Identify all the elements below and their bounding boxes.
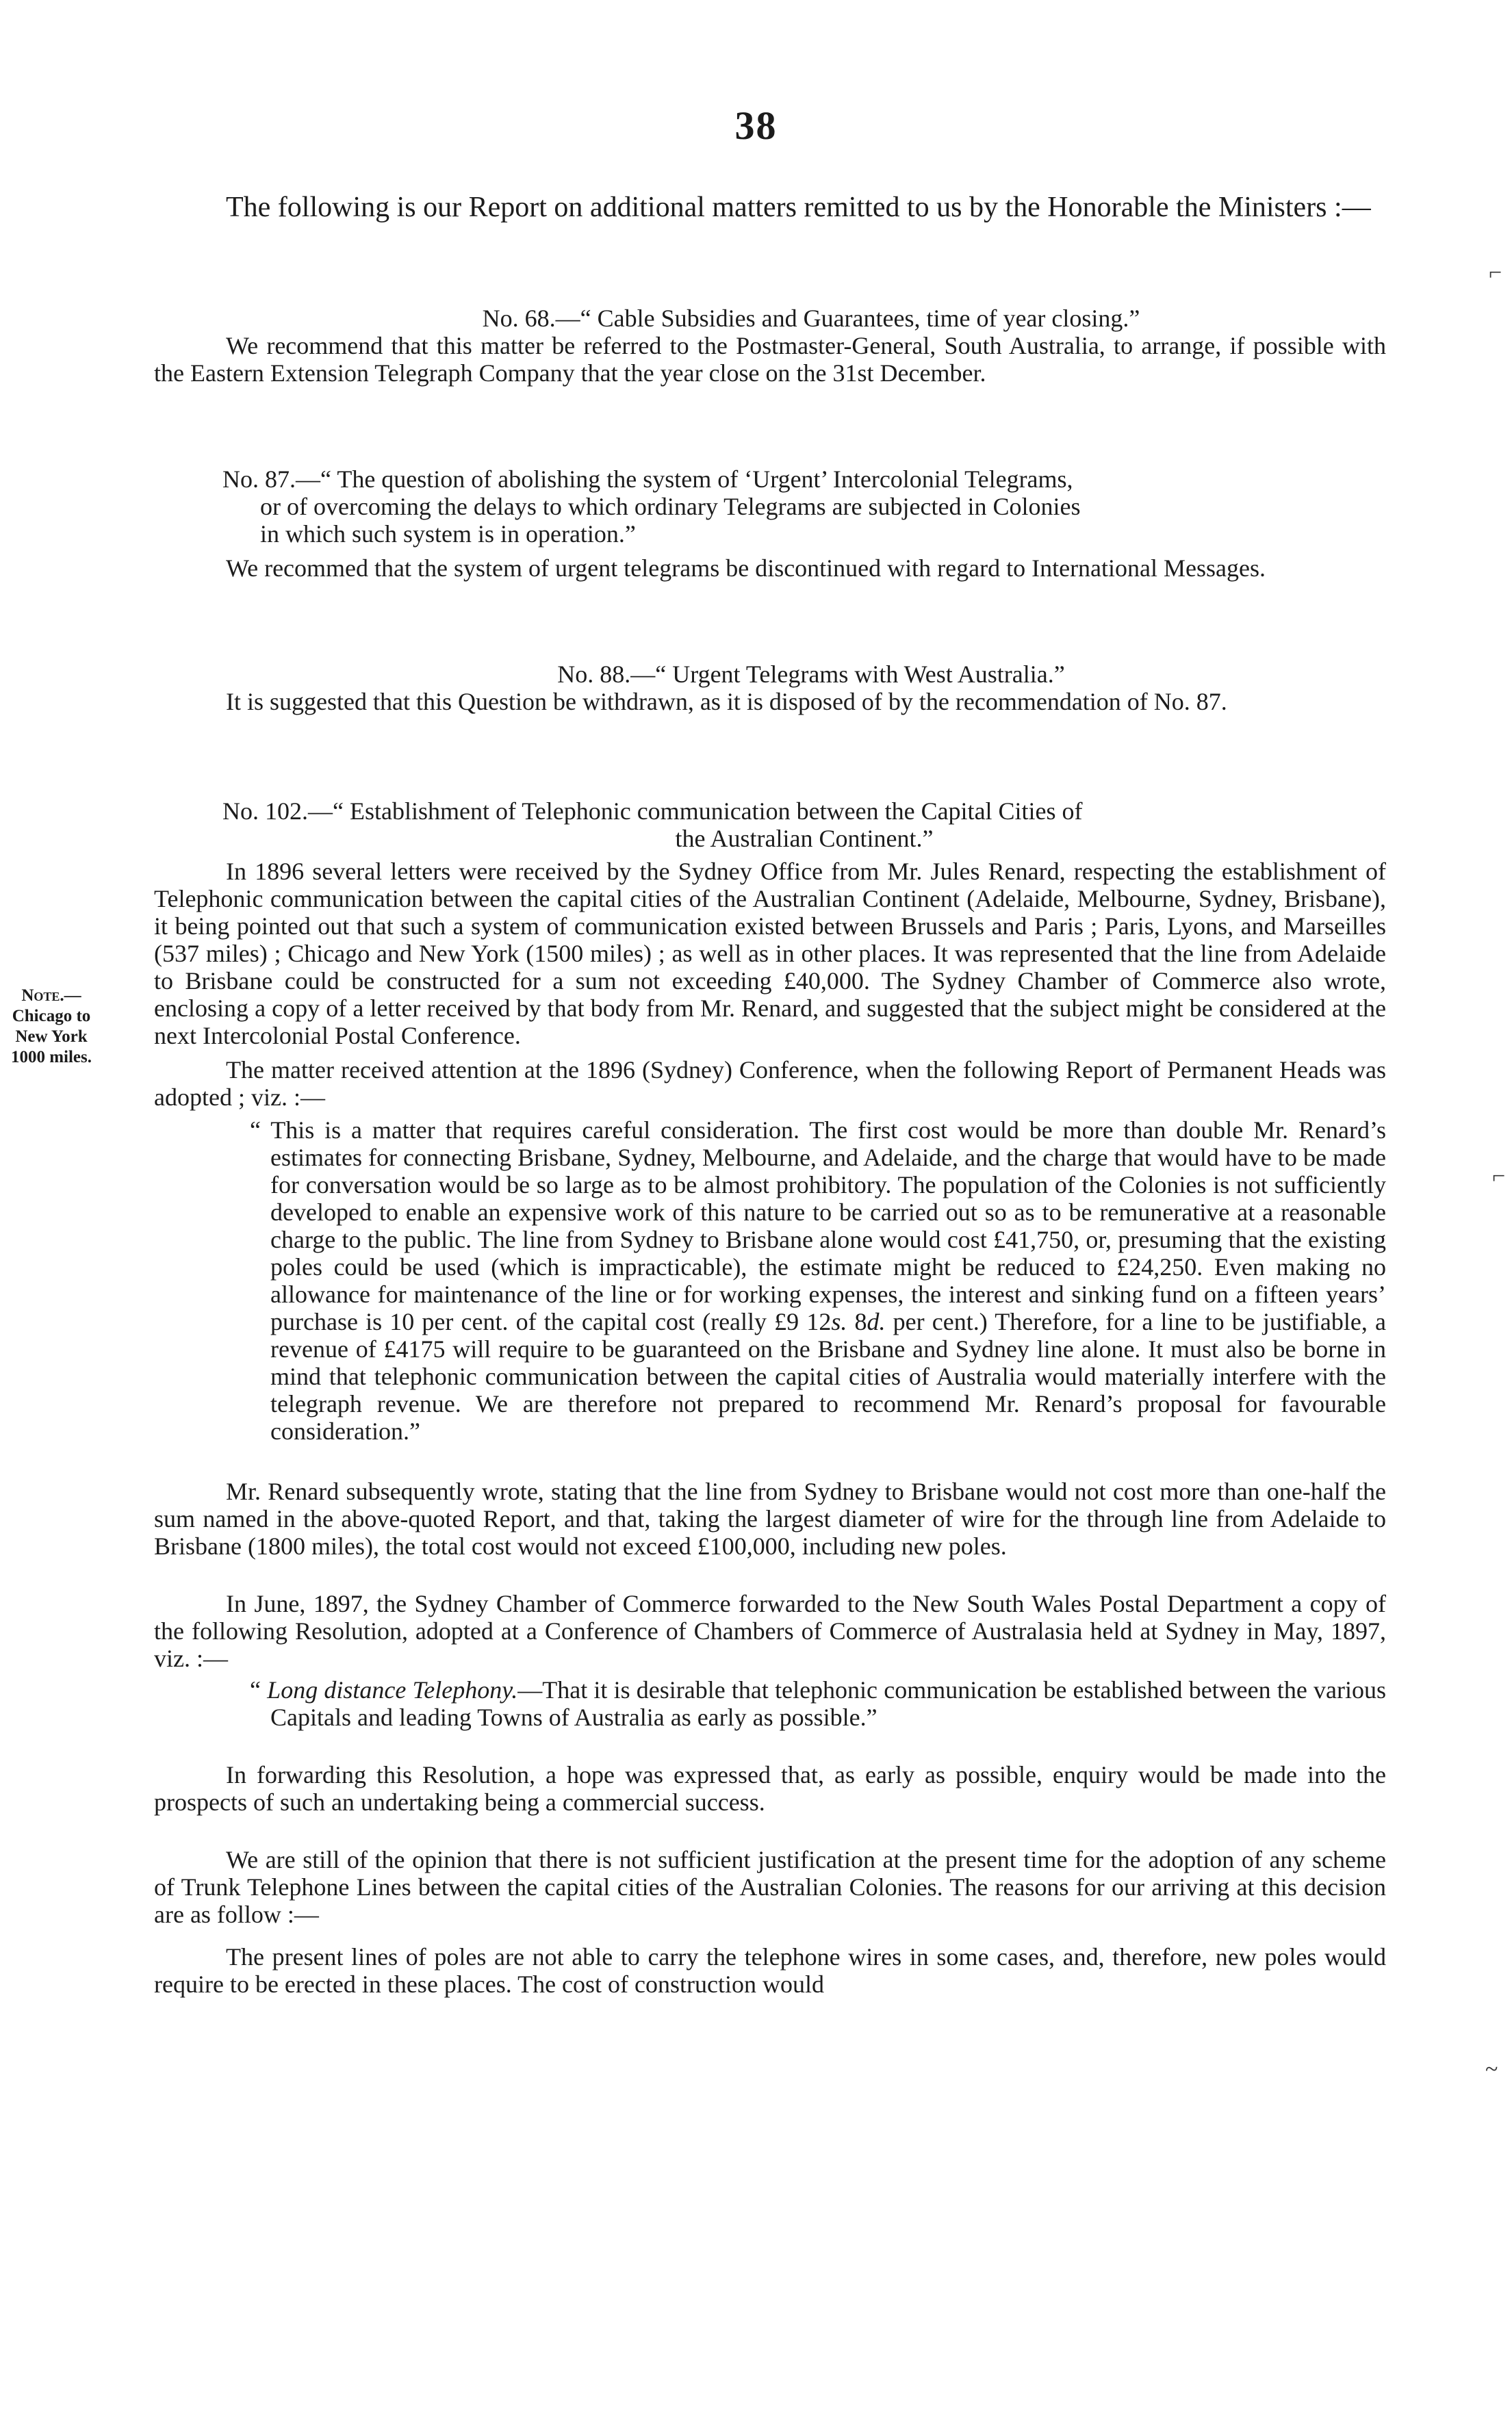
scan-mark: ~	[1485, 2057, 1498, 2082]
item-102	[154, 797, 1386, 1998]
item-87-heading-line2: or of overcoming the delays to which ordinary Telegrams are subjected in Colonies	[260, 493, 1081, 520]
item-102-resolution	[154, 1676, 1386, 1731]
intro-paragraph: The following is our Report on additional matters remitted to us by the Honorable the Ministers :—	[226, 192, 1371, 223]
item-88	[154, 660, 1386, 715]
item-102-para1: In 1896 several letters were received by the Sydney Office from Mr. Jules Renard, respecting the establishment of Telephonic communication between the capital cities of the Australian Continent (Adelaide, Melbourne, Sydney, Brisbane), it being pointed out that such a system of communication existed between Brussels and Paris ; Paris, Lyons, and Marseilles (537 miles) ; Chicago and New York (1500 miles) ; as well as in other places. It was represented that the line from Adelaide to Brisbane could be constructed for a sum not exceeding £40,000. The Sydney Chamber of Commerce also wrote, enclosing a copy of a letter received by that body from Mr. Renard, and suggested that the subject might be considered at the next Intercolonial Postal Conference.	[154, 858, 1386, 1049]
item-102-heading-line2: the Australian Continent.”	[675, 825, 934, 852]
resolution-text: —That it is desirable that telephonic communication be established between the various Capitals and leading Towns of Australia as early as possible.”	[270, 1676, 1386, 1731]
scan-mark: ⌐	[1489, 260, 1502, 285]
margin-note-line4: 1000 miles.	[10, 1048, 92, 1066]
item-102-para3: Mr. Renard subsequently wrote, stating that the line from Sydney to Brisbane would not cost more than one-half the sum named in the above-quoted Report, and that, taking the largest diameter of wire for the through line from Adelaide to Brisbane (1800 miles), the total cost would not exceed £100,000, including new poles.	[154, 1478, 1386, 1560]
item-88-text: It is suggested that this Question be withdrawn, as it is disposed of by the recommendation of No. 87.	[226, 688, 1227, 715]
item-68	[154, 305, 1386, 387]
quote-pence: d.	[867, 1308, 886, 1335]
item-87-heading-line3: in which such system is in operation.”	[260, 520, 636, 548]
margin-note-line2: Chicago to	[12, 1007, 91, 1025]
item-102-quote	[154, 1116, 1386, 1445]
item-87-text: We recommed that the system of urgent telegrams be discontinued with regard to International Messages.	[226, 554, 1266, 582]
resolution-title: Long distance Telephony.	[267, 1676, 518, 1704]
item-102-para2: The matter received attention at the 1896 (Sydney) Conference, when the following Report of Permanent Heads was adopted ; viz. :—	[154, 1056, 1386, 1111]
page-number: 38	[734, 103, 778, 148]
item-102-para4: In June, 1897, the Sydney Chamber of Commerce forwarded to the New South Wales Postal Department a copy of the following Resolution, adopted at a Conference of Chambers of Commerce of Australasia held at Sydney in May, 1897, viz. :—	[154, 1590, 1386, 1672]
quote-mid: 8	[847, 1308, 867, 1335]
scan-mark: ⌐	[1492, 1164, 1506, 1189]
item-102-para5: In forwarding this Resolution, a hope was expressed that, as early as possible, enquiry would be made into the prospects of such an undertaking being a commercial success.	[154, 1761, 1386, 1816]
item-102-heading-line1: No. 102.—“ Establishment of Telephonic communication between the Capital Cities of	[222, 797, 1083, 825]
item-102-para7: The present lines of poles are not able to carry the telephone wires in some cases, and, therefore, new poles would require to be erected in these places. The cost of construction would	[154, 1943, 1386, 1998]
quote-text-2: per cent.) Therefore, for a line to be justifiable, a revenue of £4175 will require to be guaranteed on the Brisbane and Sydney line alone. It must also be borne in mind that telephonic communication between the capital cities of Australia would materially interfere with the telegraph revenue. We are therefore not prepared to recommend Mr. Renard’s proposal for favourable consideration.”	[270, 1308, 1387, 1445]
item-102-para6: We are still of the opinion that there is not sufficient justification at the present time for the adoption of any scheme of Trunk Telephone Lines between the capital cities of the Australian Colonies. The reasons for our arriving at this decision are as follow :—	[154, 1846, 1386, 1928]
quote-text-1: “ This is a matter that requires careful consideration. The first cost would be more than double Mr. Renard’s estimates for connecting Brisbane, Sydney, Melbourne, and Adelaide, and the charge that would have to be made for conversation would be so large as to be almost prohibitory. The population of the Colonies is not sufficiently developed to enable an expensive work of this nature to be carried out so as to be remunerative at a reasonable charge to the public. The line from Sydney to Brisbane alone would cost £41,750, or, presuming that the existing poles could be used (which is impracticable), the estimate might be reduced to £24,250. Even making no allowance for maintenance of the line or for working expenses, the interest and sinking fund on a fifteen years’ purchase is 10 per cent. of the capital cost (really £9 12	[250, 1116, 1386, 1335]
quote-shillings: s.	[831, 1308, 847, 1335]
resolution-open: “	[250, 1676, 268, 1704]
item-87-heading-line1: No. 87.—“ The question of abolishing the system of ‘Urgent’ Intercolonial Telegrams,	[222, 465, 1073, 493]
item-68-heading: No. 68.—“ Cable Subsidies and Guarantees, time of year closing.”	[482, 305, 1140, 332]
item-87	[154, 465, 1386, 582]
margin-note-line1: Note.—	[21, 986, 81, 1005]
margin-note	[0, 986, 103, 1068]
item-88-heading: No. 88.—“ Urgent Telegrams with West Australia.”	[557, 660, 1065, 688]
margin-note-line3: New York	[15, 1027, 88, 1046]
item-68-text: We recommend that this matter be referred to the Postmaster-General, South Australia, to arrange, if possible with the Eastern Extension Telegraph Company that the year close on the 31st December.	[154, 332, 1386, 387]
